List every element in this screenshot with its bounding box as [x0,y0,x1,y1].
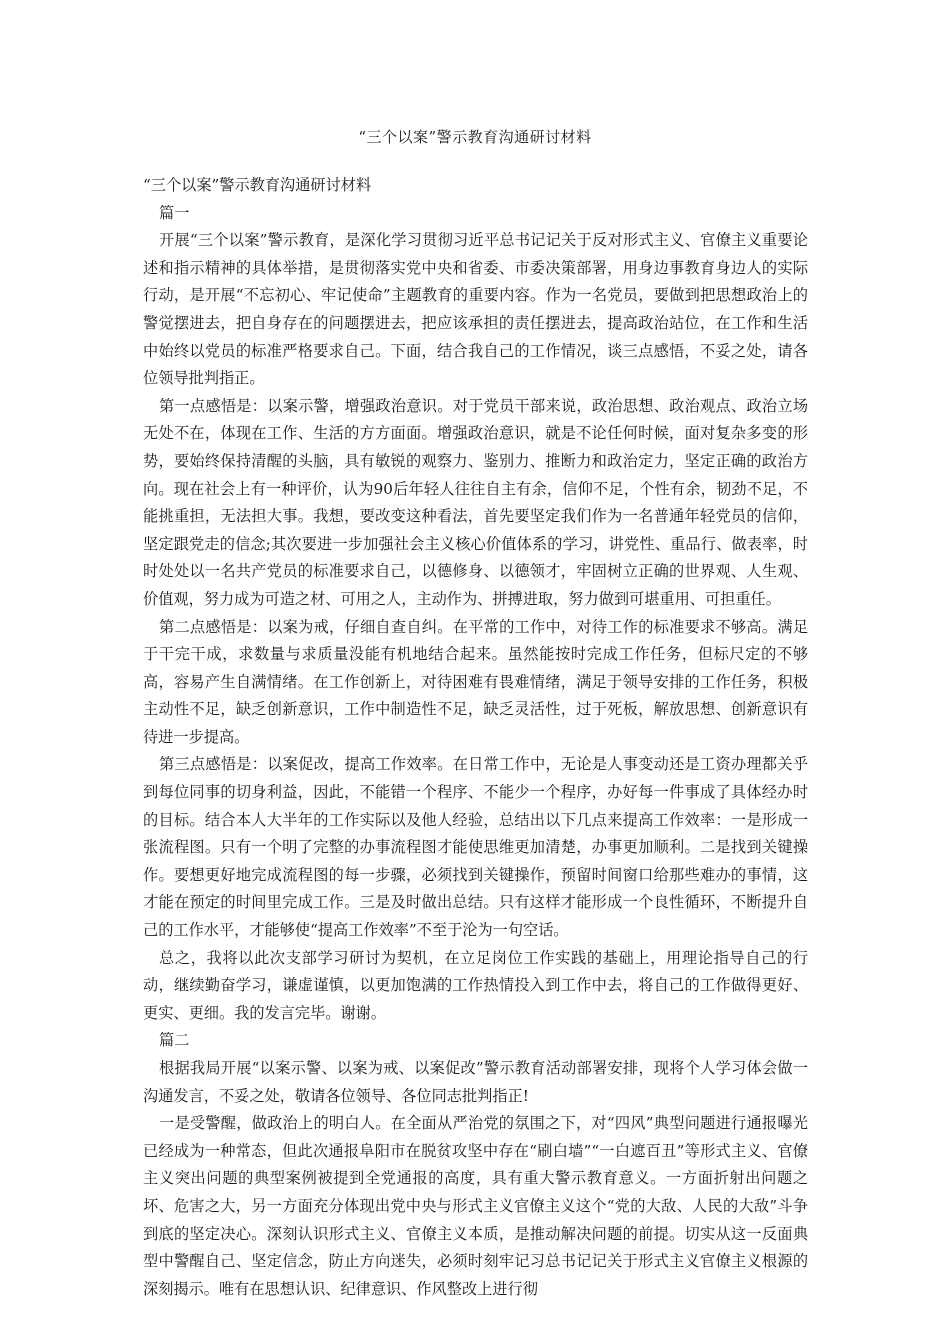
paragraph-part-two-point-one: 一是受警醒，做政治上的明白人。在全面从严治党的氛围之下，对“四风”典型问题进行通报曝光已经成为一种常态，但此次通报阜阳市在脱贫攻坚中存在“刷白墙”“一白遮百丑”等形式主义、官僚主义突出问题的典型案例被提到全党通报的高度，具有重大警示教育意义。一方面折射出问题之坏、危害之大，另一方面充分体现出党中央与形式主义官僚主义这个“党的大敌、人民的大敌”斗争到底的坚定决心。深刻认识形式主义、官僚主义本质，是推动解决问题的前提。切实从这一反面典型中警醒自己、坚定信念，防止方向迷失，必须时刻牢记习总书记记关于形式主义官僚主义根源的深刻揭示。唯有在思想认识、纪律意识、作风整改上进行彻 [143,1114,808,1298]
paragraph-intro: 开展“三个以案”警示教育，是深化学习贯彻习近平总书记记关于反对形式主义、官僚主义重要论述和指示精神的具体举措，是贯彻落实党中央和省委、市委决策部署，用身边事教育身边人的实际行动，是开展“不忘初心、牢记使命”主题教育的重要内容。作为一名党员，要做到把思想政治上的警觉摆进去，把自身存在的问题摆进去，把应该承担的责任摆进去，提高政治站位，在工作和生活中始终以党员的标准严格要求自己。下面，结合我自己的工作情况，谈三点感悟，不妥之处，请各位领导批判指正。 [143,231,808,388]
document-body [143,172,808,1303]
body-subtitle: “三个以案”警示教育沟通研讨材料 [143,176,372,194]
paragraph-insight-two: 第二点感悟是：以案为戒，仔细自查自纠。在平常的工作中，对待工作的标准要求不够高。满足于干完干成，求数量与求质量没能有机地结合起来。虽然能按时完成工作任务，但标尺定的不够高，容易产生自满情绪。在工作创新上，对待困难有畏难情绪，满足于领导安排的工作任务，积极主动性不足，缺乏创新意识，工作中制造性不足，缺乏灵活性，过于死板，解放思想、创新意识有待进一步提高。 [143,617,808,746]
paragraph-conclusion: 总之，我将以此次支部学习研讨为契机，在立足岗位工作实践的基础上，用理论指导自己的行动，继续勤奋学习，谦虚谨慎，以更加饱满的工作热情投入到工作中去，将自己的工作做得更好、更实、更细。我的发言完毕。谢谢。 [143,948,808,1022]
paragraph-insight-three: 第三点感悟是：以案促改，提高工作效率。在日常工作中，无论是人事变动还是工资办理都关乎到每位同事的切身利益，因此，不能错一个程序、不能少一个程序，办好每一件事成了具体经办时的目标。结合本人大半年的工作实际以及他人经验，总结出以下几点来提高工作效率：一是形成一张流程图。只有一个明了完整的办事流程图才能使思维更加清楚，办事更加顺利。二是找到关键操作。要想更好地完成流程图的每一步骤，必须找到关键操作，预留时间窗口给那些难办的事情，这才能在预定的时间里完成工作。三是及时做出总结。只有这样才能形成一个良性循环，不断提升自己的工作水平，才能够使“提高工作效率”不至于沦为一句空话。 [143,755,808,940]
section-heading-part-two: 篇二 [159,1031,190,1050]
document-title: “三个以案”警示教育沟通研讨材料 [358,128,592,146]
paragraph-part-two-intro: 根据我局开展“以案示警、以案为戒、以案促改”警示教育活动部署安排，现将个人学习体会做一沟通发言，不妥之处，敬请各位领导、各位同志批判指正! [143,1059,808,1105]
section-heading-part-one: 篇一 [159,203,190,222]
paragraph-insight-one: 第一点感悟是：以案示警，增强政治意识。对于党员干部来说，政治思想、政治观点、政治立场无处不在，体现在工作、生活的方方面面。增强政治意识，就是不论任何时候，面对复杂多变的形势，要始终保持清醒的头脑，具有敏锐的观察力、鉴别力、推断力和政治定力，坚定正确的政治方向。现在社会上有一种评价，认为90后年轻人往往自主有余，信仰不足，个性有余，韧劲不足，不能挑重担，无法担大事。我想，要改变这种看法，首先要坚定我们作为一名普通年轻党员的信仰，坚定跟党走的信念;其次要进一步加强社会主义核心价值体系的学习，讲党性、重品行、做表率，时时处处以一名共产党员的标准要求自己，以德修身、以德领才，牢固树立正确的世界观、人生观、价值观，努力成为可造之材、可用之人，主动作为、拼搏进取，努力做到可堪重用、可担重任。 [143,396,808,608]
